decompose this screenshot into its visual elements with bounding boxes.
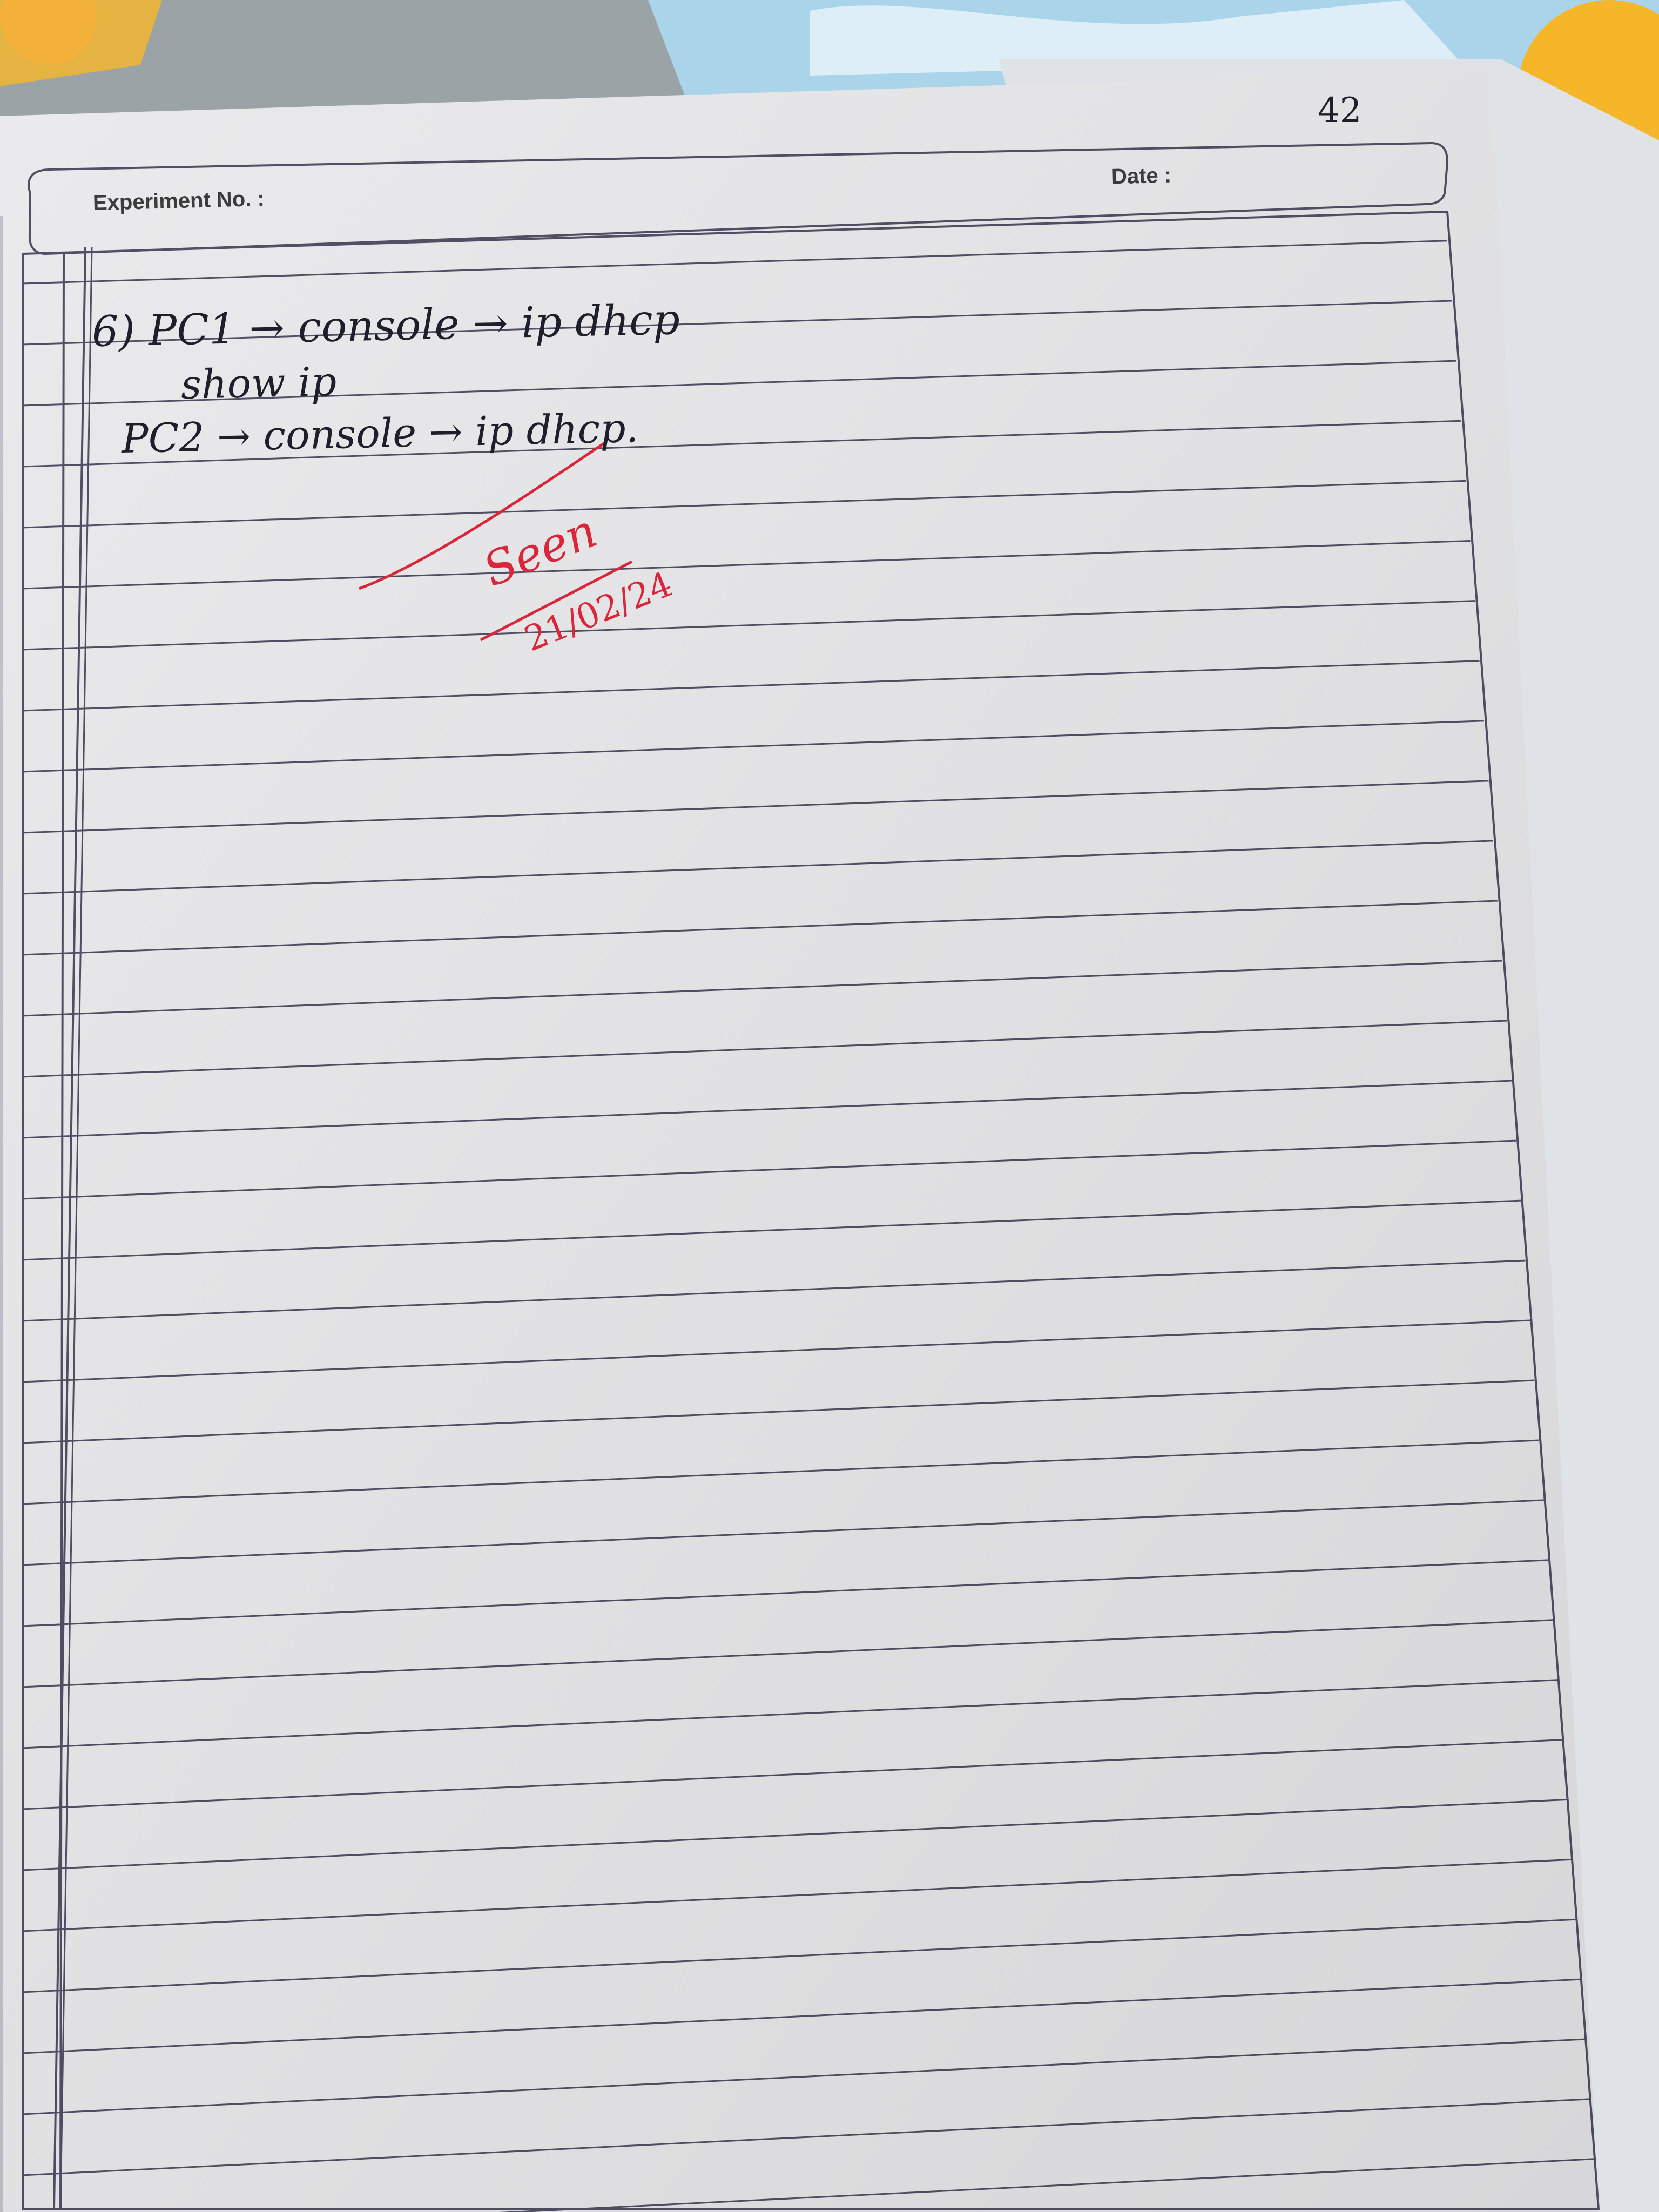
date-label: Date : bbox=[1111, 163, 1172, 189]
page-number: 42 bbox=[1318, 91, 1362, 131]
review-date: 21/02/24 bbox=[519, 564, 678, 660]
review-initials: Seen bbox=[476, 503, 605, 598]
note-line-2: show ip bbox=[180, 358, 337, 408]
note-line-3: PC2 → console → ip dhcp. bbox=[121, 404, 639, 462]
note-line-1: 6) PC1 → console → ip dhcp bbox=[91, 295, 680, 356]
experiment-number-label: Experiment No. : bbox=[92, 186, 265, 215]
